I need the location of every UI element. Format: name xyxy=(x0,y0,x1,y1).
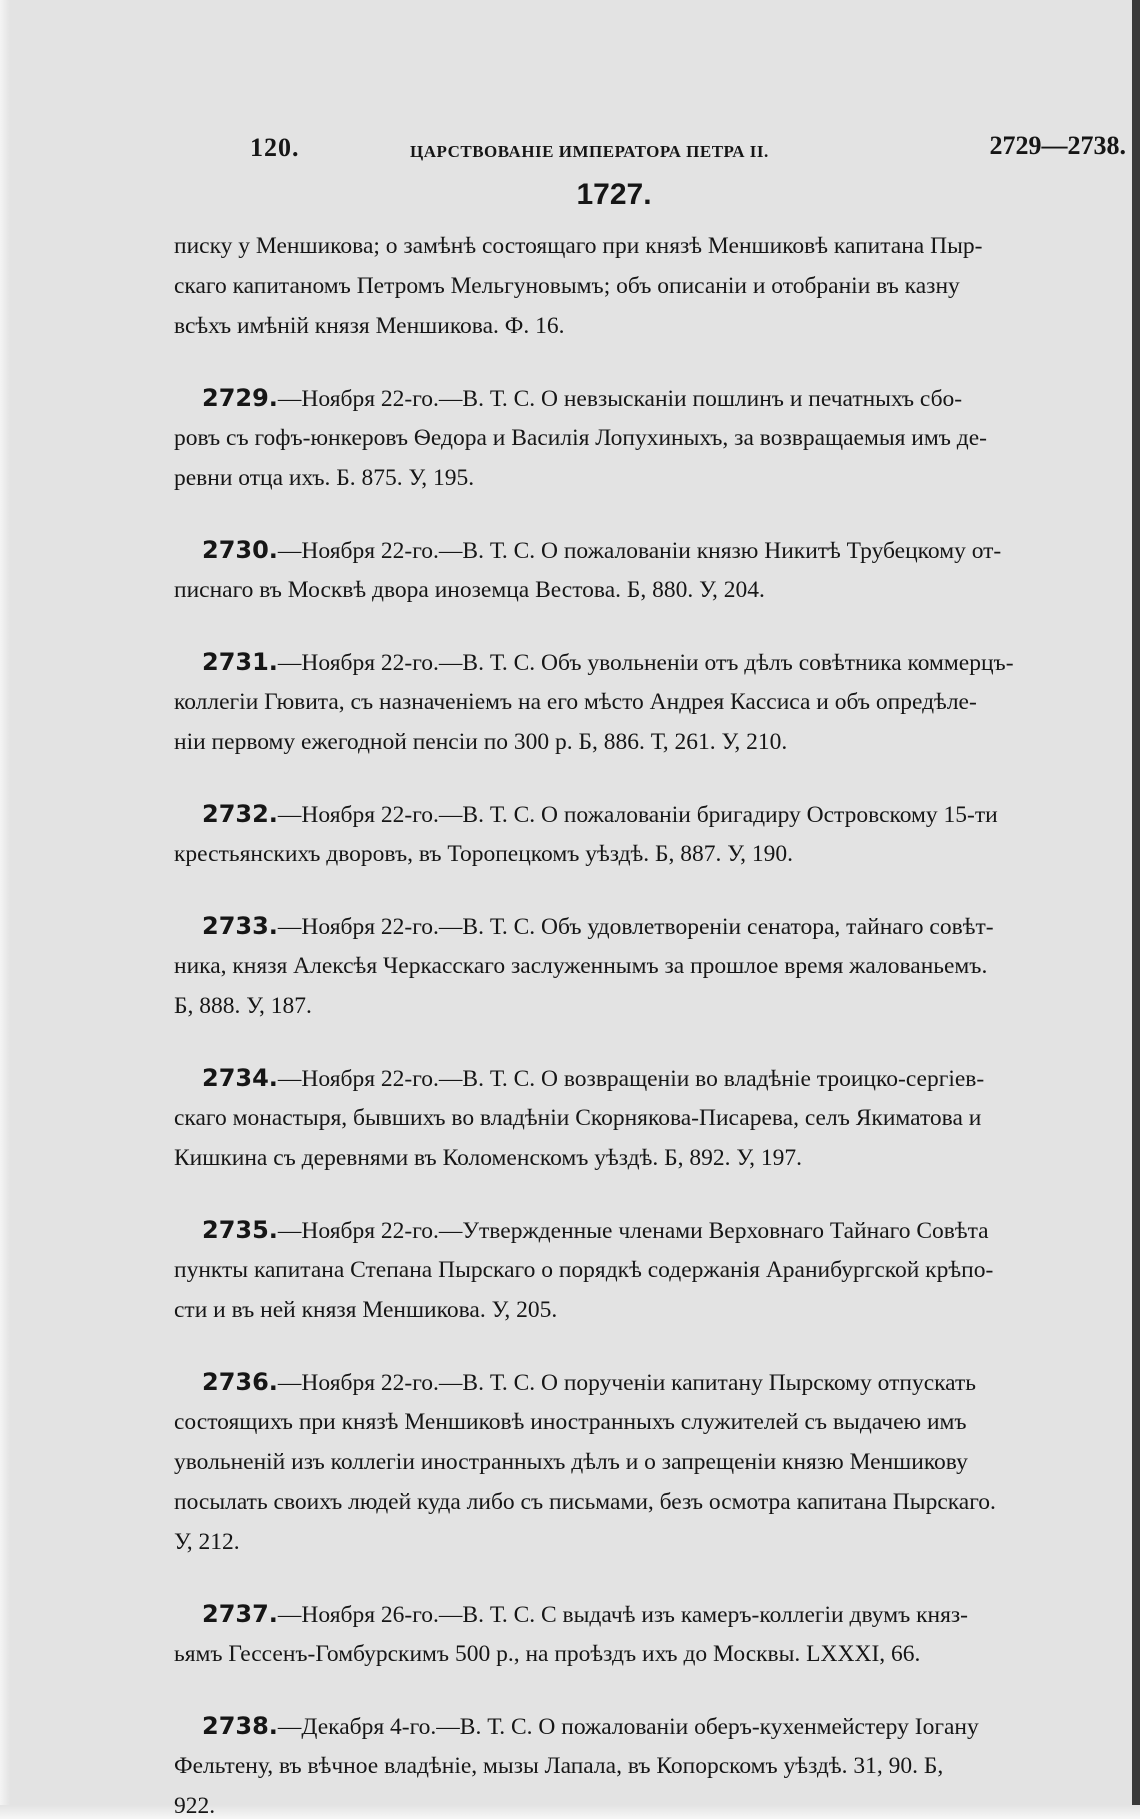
entry-number: 2729. xyxy=(202,384,278,412)
text-line: —Ноября 26-го.—В. Т. С. С выдачѣ изъ камеръ-коллегіи двумъ княз- xyxy=(277,1602,969,1628)
entry-number: 2738. xyxy=(202,1712,278,1740)
text-line: —Декабря 4-го.—В. Т. С. О пожалованіи оберъ-кухенмейстеру Іогану xyxy=(277,1714,979,1740)
entry-number: 2732. xyxy=(202,800,278,828)
text-line: ьямъ Гессенъ-Гомбурскимъ 500 р., на проѣздъ ихъ до Москвы. LXXXI, 66. xyxy=(174,1641,921,1667)
text-line: Кишкина съ деревнями въ Коломенскомъ уѣздѣ. Б, 892. У, 197. xyxy=(174,1145,803,1171)
text-line: писнаго въ Москвѣ двора иноземца Вестова. Б, 880. У, 204. xyxy=(174,577,765,603)
text-line: пункты капитана Степана Пырскаго о порядкѣ содержанія Аранибургской крѣпо- xyxy=(174,1257,994,1283)
text-line: ника, князя Алексѣя Черкасскаго заслуженнымъ за прошлое время жалованьемъ. xyxy=(174,953,988,979)
page-left-edge xyxy=(0,0,10,1819)
page-content xyxy=(174,120,1136,1819)
entry-number: 2733. xyxy=(202,912,278,940)
entry-number: 2731. xyxy=(202,648,278,676)
text-line: —Ноября 22-го.—В. Т. С. Объ удовлетвореніи сенатора, тайнаго совѣт- xyxy=(277,914,994,940)
text-line: ровъ съ гофъ-юнкеровъ Ѳедора и Василія Лопухиныхъ, за возвращаемыя имъ де- xyxy=(174,425,987,451)
running-header xyxy=(250,120,1126,164)
entry-number: 2737. xyxy=(202,1600,278,1628)
text-line: —Ноября 22-го.—Утвержденные членами Верховнаго Тайнаго Совѣта xyxy=(277,1218,989,1244)
entry-2737 xyxy=(174,1594,1136,1674)
text-line: всѣхъ имѣній князя Меншикова. Ф. 16. xyxy=(174,313,565,339)
running-title: ЦАРСТВОВАНІЕ ИМПЕРАТОРА ПЕТРА II. xyxy=(410,142,769,161)
text-line: —Ноября 22-го.—В. Т. С. О невзысканіи пошлинъ и печатныхъ сбо- xyxy=(277,386,963,412)
text-line: —Ноября 22-го.—В. Т. С. О порученіи капитану Пырскому отпускать xyxy=(277,1370,976,1396)
entry-2736 xyxy=(174,1362,1136,1562)
text-line: ревни отца ихъ. Б. 875. У, 195. xyxy=(174,465,475,491)
entry-2738 xyxy=(174,1706,1136,1819)
text-line: сти и въ ней князя Меншикова. У, 205. xyxy=(174,1297,558,1323)
entry-2730 xyxy=(174,530,1136,610)
entry-2729 xyxy=(174,378,1136,498)
entry-number: 2734. xyxy=(202,1064,278,1092)
entry-2735 xyxy=(174,1210,1136,1330)
text-line: Б, 888. У, 187. xyxy=(174,993,312,1019)
text-line: —Ноября 22-го.—В. Т. С. О пожалованіи бригадиру Островскому 15-ти xyxy=(277,802,998,828)
text-line: —Ноября 22-го.—В. Т. С. Объ увольненіи отъ дѣлъ совѣтника коммерцъ- xyxy=(277,650,1014,676)
entry-2734 xyxy=(174,1058,1136,1178)
text-line: скаго капитаномъ Петромъ Мельгуновымъ; объ описаніи и отобраніи въ казну xyxy=(174,273,960,299)
text-line: —Ноября 22-го.—В. Т. С. О пожалованіи князю Никитѣ Трубецкому от- xyxy=(277,538,1002,564)
entry-range: 2729—2738. xyxy=(989,131,1126,160)
text-line: У, 212. xyxy=(174,1529,240,1555)
text-line: Фельтену, въ вѣчное владѣніе, мызы Лапала, въ Копорскомъ уѣздѣ. 31, 90. Б, xyxy=(174,1753,944,1779)
continuation-paragraph xyxy=(174,226,1136,346)
entry-2732 xyxy=(174,794,1136,874)
entry-number: 2736. xyxy=(202,1368,278,1396)
text-line: писку у Меншикова; о замѣнѣ состоящаго при князѣ Меншиковѣ капитана Пыр- xyxy=(174,233,983,259)
entry-number: 2735. xyxy=(202,1216,278,1244)
text-line: —Ноября 22-го.—В. Т. С. О возвращеніи во владѣніе троицко-сергіев- xyxy=(277,1066,985,1092)
year-heading: 1727. xyxy=(576,178,652,211)
text-line: ніи первому ежегодной пенсіи по 300 р. Б, 886. Т, 261. У, 210. xyxy=(174,729,788,755)
text-line: скаго монастыря, бывшихъ во владѣніи Скорнякова-Писарева, селъ Якиматова и xyxy=(174,1105,982,1131)
text-line: коллегіи Гювита, съ назначеніемъ на его мѣсто Андрея Кассиса и объ опредѣле- xyxy=(174,689,977,715)
text-line: крестьянскихъ дворовъ, въ Торопецкомъ уѣздѣ. Б, 887. У, 190. xyxy=(174,841,793,867)
entry-number: 2730. xyxy=(202,536,278,564)
text-line: посылать своихъ людей куда либо съ письмами, безъ осмотра капитана Пырскаго. xyxy=(174,1489,996,1515)
text-line: состоящихъ при князѣ Меншиковѣ иностранныхъ служителей съ выдачею имъ xyxy=(174,1409,967,1435)
entry-2731 xyxy=(174,642,1136,762)
text-line: увольненій изъ коллегіи иностранныхъ дѣлъ и о запрещеніи князю Меншикову xyxy=(174,1449,968,1475)
page-number: 120. xyxy=(250,133,300,162)
entry-2733 xyxy=(174,906,1136,1026)
text-line: 922. xyxy=(174,1793,216,1819)
